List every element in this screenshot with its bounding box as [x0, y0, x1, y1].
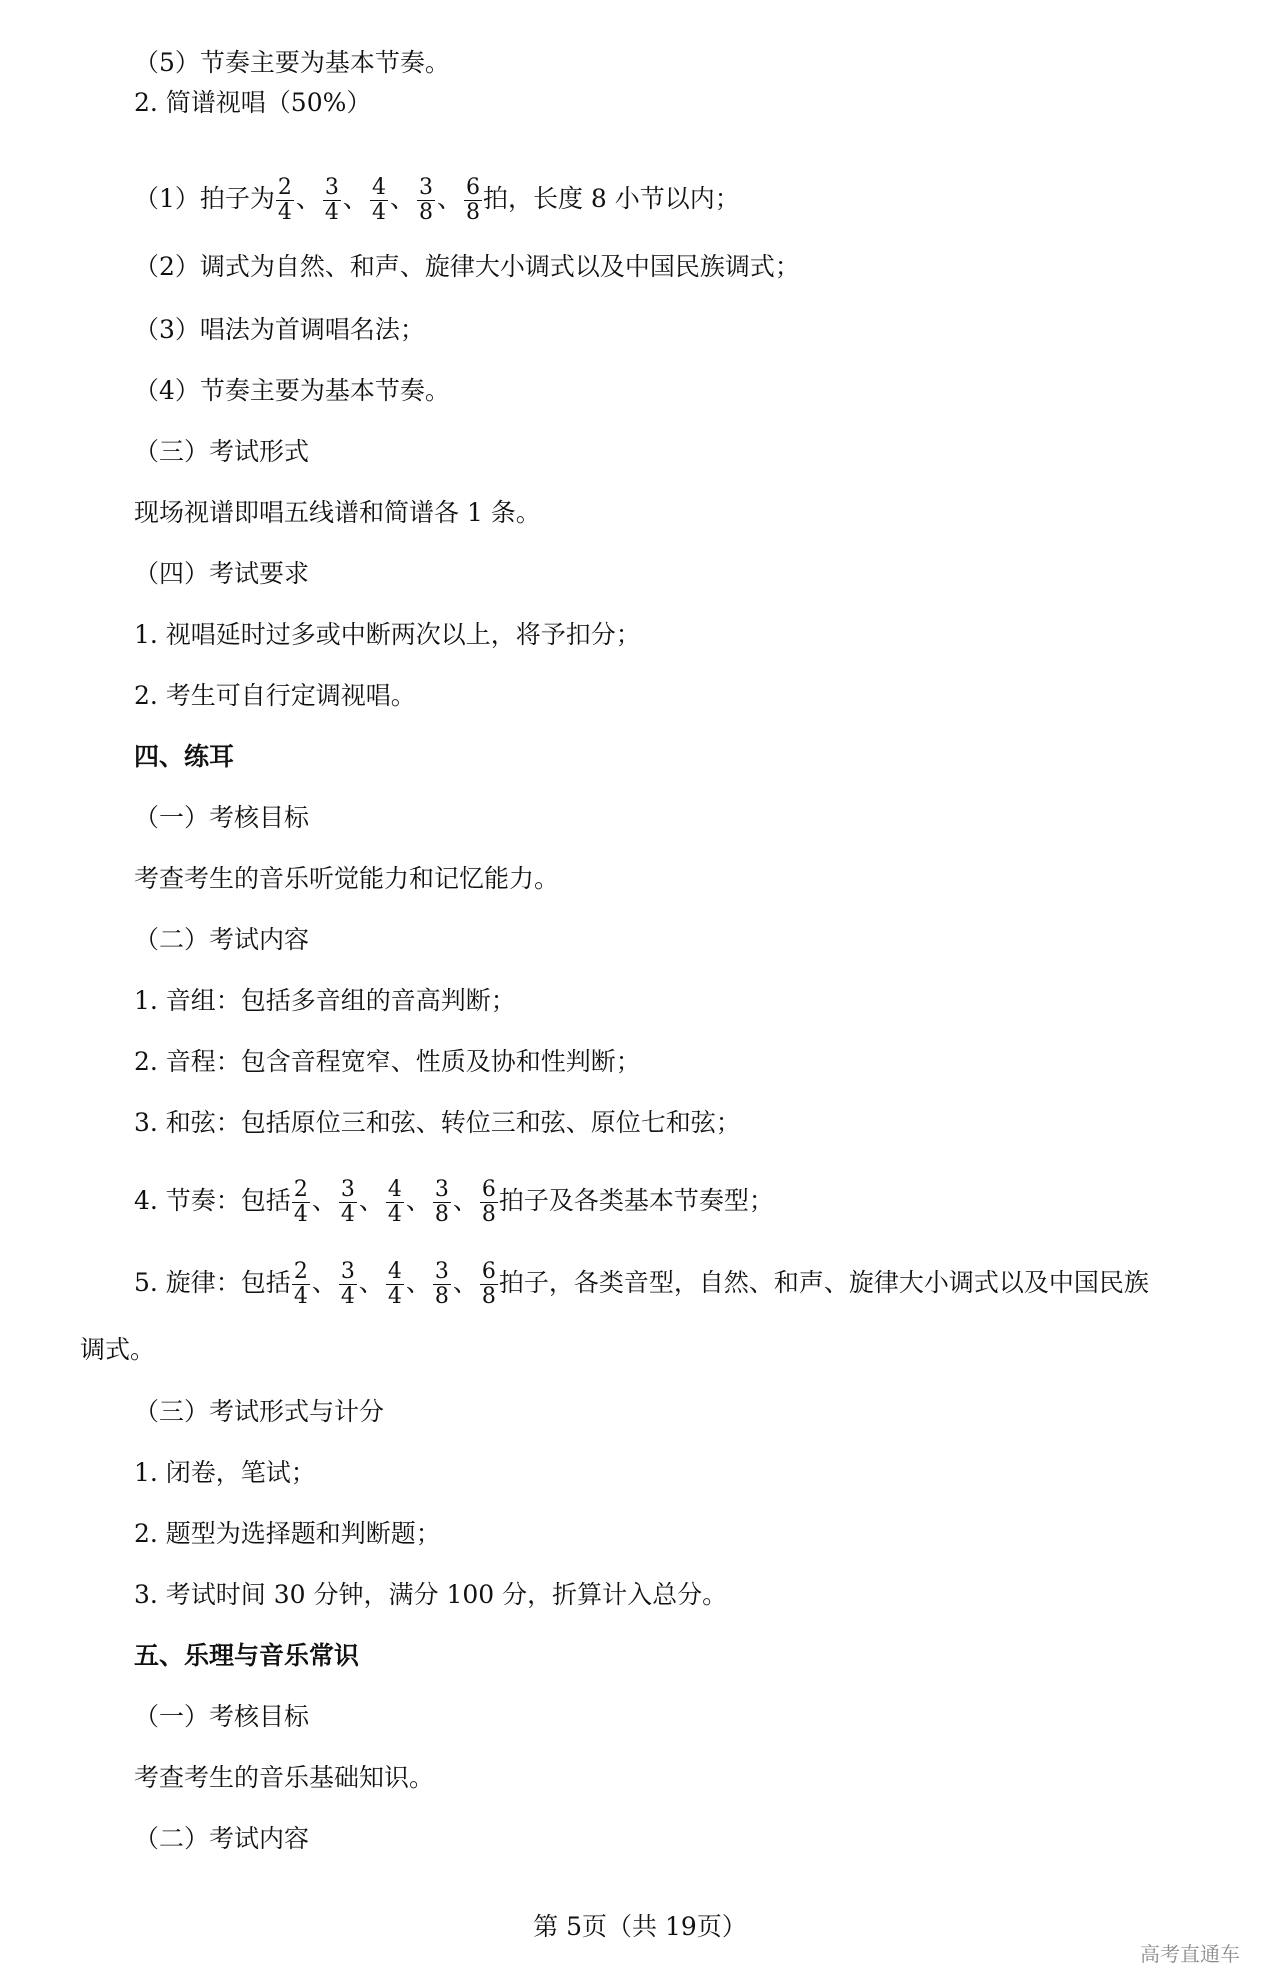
- text-line: 1. 音组：包括多音组的音高判断；: [134, 986, 516, 1015]
- time-signature-numerator: 6: [481, 1177, 496, 1202]
- time-signature-denominator: 4: [387, 1202, 402, 1227]
- time-signature-numerator: 6: [481, 1259, 496, 1284]
- text-line: 考查考生的音乐听觉能力和记忆能力。: [134, 864, 560, 893]
- text-line: 2. 考生可自行定调视唱。: [134, 681, 416, 710]
- time-signature-numerator: 2: [277, 175, 292, 200]
- separator: 、: [342, 184, 368, 213]
- section-heading: （二）考试内容: [134, 925, 310, 954]
- time-signature-denominator: 8: [434, 1284, 449, 1309]
- time-signature: [292, 1260, 310, 1309]
- time-signature: [480, 1260, 498, 1309]
- text-line: （2）调式为自然、和声、旋律大小调式以及中国民族调式；: [134, 252, 800, 281]
- text-line: 考查考生的音乐基础知识。: [134, 1763, 435, 1792]
- time-signature: [370, 176, 388, 225]
- text-segment: 4. 节奏：包括: [134, 1186, 291, 1215]
- separator: 、: [452, 1268, 478, 1297]
- time-signature: [433, 1260, 451, 1309]
- chapter-heading: 五、乐理与音乐常识: [134, 1641, 360, 1670]
- separator: 、: [295, 184, 321, 213]
- time-signature-numerator: 4: [387, 1259, 402, 1284]
- text-line-with-time-signatures: [134, 1260, 1149, 1309]
- text-line-with-time-signatures: [134, 1178, 774, 1227]
- separator: 、: [405, 1186, 431, 1215]
- time-signature-numerator: 3: [324, 175, 339, 200]
- text-line: 3. 考试时间 30 分钟，满分 100 分，折算计入总分。: [134, 1580, 728, 1609]
- time-signature-denominator: 4: [324, 200, 339, 225]
- time-signature-numerator: 3: [340, 1259, 355, 1284]
- text-segment: 拍子，各类音型，自然、和声、旋律大小调式以及中国民族: [498, 1268, 1149, 1297]
- time-signature-denominator: 8: [418, 200, 433, 225]
- chapter-heading: 四、练耳: [134, 742, 235, 771]
- time-signature-numerator: 6: [465, 175, 480, 200]
- time-signature-denominator: 8: [481, 1284, 496, 1309]
- separator: 、: [436, 184, 462, 213]
- time-signature-numerator: 2: [293, 1177, 308, 1202]
- time-signature-group: [275, 175, 483, 225]
- time-signature-denominator: 4: [340, 1202, 355, 1227]
- text-line: 调式。: [80, 1335, 156, 1364]
- time-signature-group: [291, 1177, 499, 1227]
- text-line-with-time-signatures: [134, 176, 740, 225]
- text-line: 3. 和弦：包括原位三和弦、转位三和弦、原位七和弦；: [134, 1108, 741, 1137]
- time-signature-numerator: 3: [434, 1177, 449, 1202]
- time-signature-denominator: 4: [387, 1284, 402, 1309]
- time-signature-denominator: 4: [293, 1284, 308, 1309]
- time-signature: [480, 1178, 498, 1227]
- text-line: 2. 简谱视唱（50%）: [134, 88, 372, 117]
- separator: 、: [358, 1186, 384, 1215]
- text-line: 1. 闭卷，笔试；: [134, 1458, 316, 1487]
- time-signature-denominator: 4: [277, 200, 292, 225]
- time-signature: [323, 176, 341, 225]
- separator: 、: [311, 1186, 337, 1215]
- text-segment: 拍子及各类基本节奏型；: [498, 1186, 774, 1215]
- time-signature-numerator: 4: [371, 175, 386, 200]
- time-signature: [433, 1178, 451, 1227]
- section-heading: （三）考试形式与计分: [134, 1397, 385, 1426]
- text-line: 2. 音程：包含音程宽窄、性质及协和性判断；: [134, 1047, 641, 1076]
- time-signature-denominator: 4: [340, 1284, 355, 1309]
- text-segment: （1）拍子为: [134, 184, 275, 213]
- section-heading: （一）考核目标: [134, 1702, 310, 1731]
- separator: 、: [452, 1186, 478, 1215]
- separator: 、: [358, 1268, 384, 1297]
- text-line: （4）节奏主要为基本节奏。: [134, 376, 450, 405]
- text-line: 1. 视唱延时过多或中断两次以上，将予扣分；: [134, 620, 641, 649]
- text-line: （5）节奏主要为基本节奏。: [134, 48, 450, 77]
- time-signature-numerator: 3: [434, 1259, 449, 1284]
- time-signature-denominator: 4: [293, 1202, 308, 1227]
- time-signature-denominator: 8: [434, 1202, 449, 1227]
- text-segment: 拍，长度 8 小节以内；: [482, 184, 740, 213]
- text-line: 2. 题型为选择题和判断题；: [134, 1519, 441, 1548]
- text-segment: 5. 旋律：包括: [134, 1268, 291, 1297]
- text-line: 现场视谱即唱五线谱和简谱各 1 条。: [134, 498, 541, 527]
- section-heading: （四）考试要求: [134, 559, 310, 588]
- separator: 、: [389, 184, 415, 213]
- section-heading: （一）考核目标: [134, 803, 310, 832]
- time-signature: [386, 1260, 404, 1309]
- time-signature-denominator: 4: [371, 200, 386, 225]
- time-signature: [276, 176, 294, 225]
- time-signature: [339, 1178, 357, 1227]
- time-signature-denominator: 8: [481, 1202, 496, 1227]
- watermark-logo-text: 高考直通车: [1140, 1942, 1240, 1966]
- separator: 、: [405, 1268, 431, 1297]
- time-signature-numerator: 3: [340, 1177, 355, 1202]
- time-signature-group: [291, 1259, 499, 1309]
- time-signature-numerator: 4: [387, 1177, 402, 1202]
- time-signature: [464, 176, 482, 225]
- section-heading: （三）考试形式: [134, 437, 310, 466]
- time-signature: [417, 176, 435, 225]
- time-signature: [339, 1260, 357, 1309]
- page-number-footer: 第 5页（共 19页）: [533, 1912, 747, 1941]
- time-signature-denominator: 8: [465, 200, 480, 225]
- text-line: （3）唱法为首调唱名法；: [134, 315, 425, 344]
- time-signature-numerator: 3: [418, 175, 433, 200]
- time-signature-numerator: 2: [293, 1259, 308, 1284]
- time-signature: [292, 1178, 310, 1227]
- time-signature: [386, 1178, 404, 1227]
- separator: 、: [311, 1268, 337, 1297]
- section-heading: （二）考试内容: [134, 1824, 310, 1853]
